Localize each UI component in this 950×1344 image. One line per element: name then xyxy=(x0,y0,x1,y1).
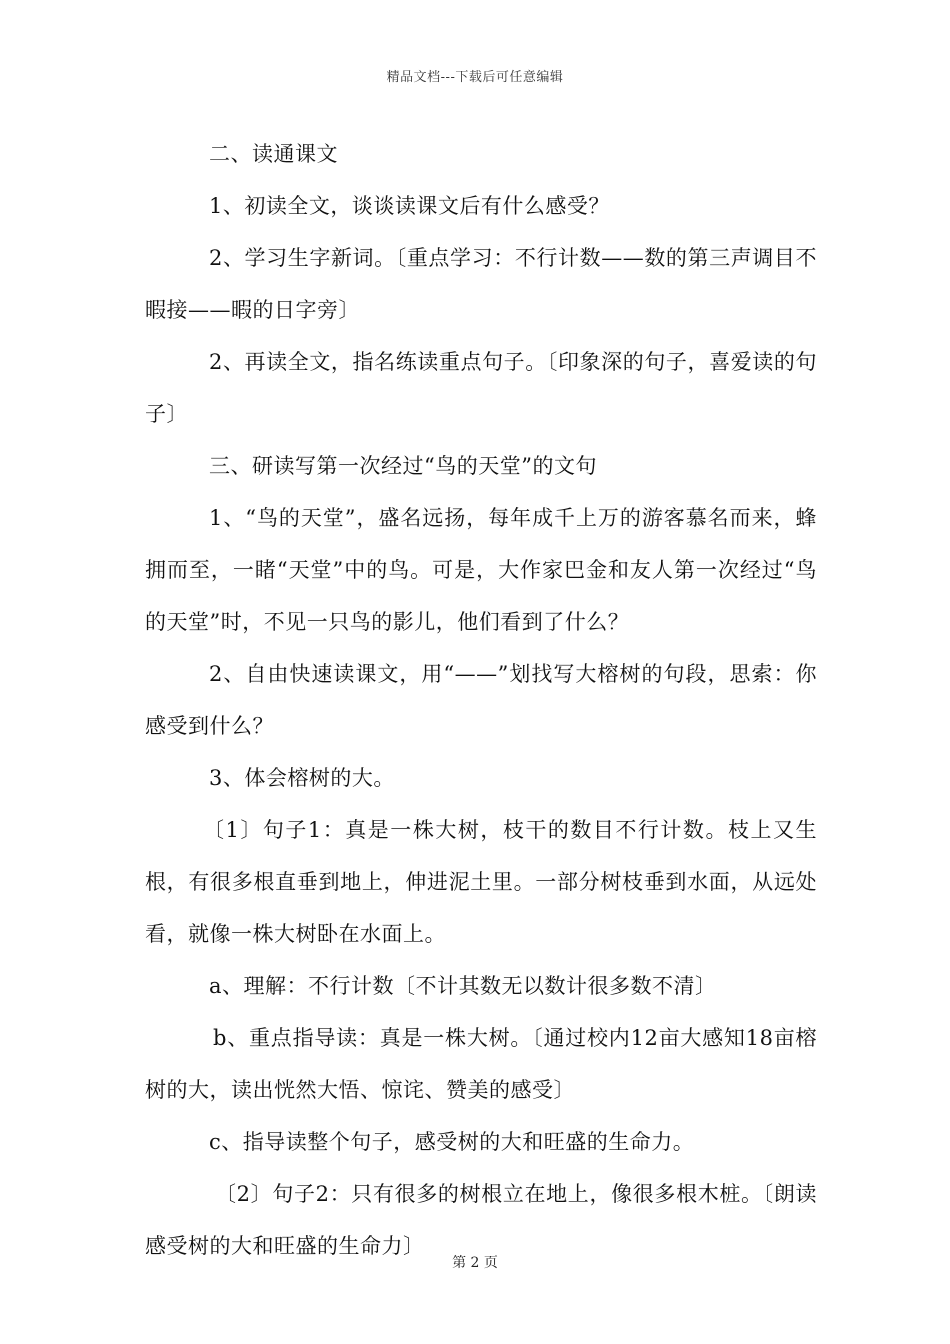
paragraph-new-words: 2、学习生字新词。〔重点学习：不行计数——数的第三声调目不暇接——暇的日字旁〕 xyxy=(145,246,817,322)
paragraph-fast-reading: 2、自由快速读课文，用“——”划找写大榕树的句段，思索：你感受到什么？ xyxy=(145,662,817,738)
paragraph-banyan-size: 3、体会榕树的大。 xyxy=(209,766,395,790)
section-heading-study: 三、研读写第一次经过“鸟的天堂”的文句 xyxy=(209,454,597,478)
paragraph-item-b: b、重点指导读：真是一株大树。〔通过校内12亩大感知18亩榕树的大，读出恍然大悟、惊诧、赞美的感受〕 xyxy=(145,1026,817,1102)
paragraph-item-c: c、指导读整个句子，感受树的大和旺盛的生命力。 xyxy=(209,1130,695,1154)
document-body xyxy=(145,128,817,1272)
paragraph-sentence-2: 〔2〕句子2：只有很多的树根立在地上，像很多根木桩。〔朗读感受树的大和旺盛的生命力〕 xyxy=(145,1182,817,1258)
paragraph-item-a: a、理解：不行计数〔不计其数无以数计很多数不清〕 xyxy=(209,974,717,998)
paragraph-sentence-1: 〔1〕句子1：真是一株大树，枝干的数目不行计数。枝上又生根，有很多根直垂到地上，伸进泥土里。一部分树枝垂到水面，从远处看，就像一株大树卧在水面上。 xyxy=(145,818,817,946)
paragraph-reread: 2、再读全文，指名练读重点句子。〔印象深的句子，喜爱读的句子〕 xyxy=(145,350,817,426)
paragraph-first-reading: 1、初读全文，谈谈读课文后有什么感受？ xyxy=(209,194,610,218)
page-header: 精品文档---下载后可任意编辑 xyxy=(386,70,564,85)
page-number: 第 2 页 xyxy=(452,1255,498,1271)
paragraph-bird-paradise: 1、“鸟的天堂”，盛名远扬，每年成千上万的游客慕名而来，蜂拥而至，一睹“天堂”中的鸟。可是，大作家巴金和友人第一次经过“鸟的天堂”时，不见一只鸟的影儿，他们看到了什么？ xyxy=(145,506,817,634)
section-heading-read-text: 二、读通课文 xyxy=(209,142,338,166)
